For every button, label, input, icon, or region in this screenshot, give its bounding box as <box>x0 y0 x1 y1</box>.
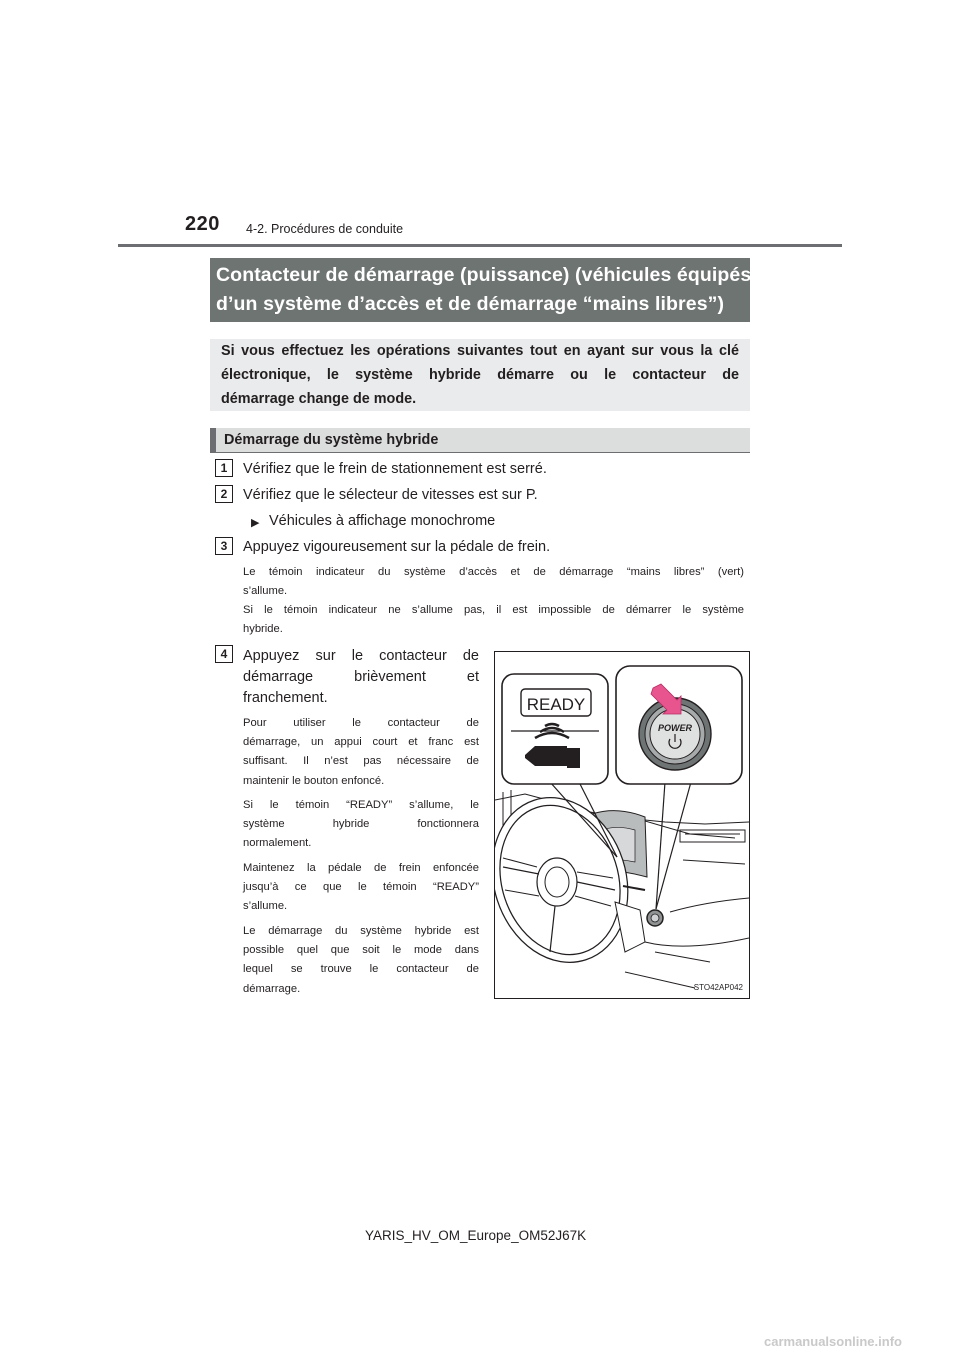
page-title-line-1: Contacteur de démarrage (puissance) (véhicules équipés <box>216 264 752 286</box>
p2-line-2: système hybride fonctionnera <box>243 818 479 831</box>
step-4-paragraph-1 <box>243 714 479 791</box>
p4-line-2: possible quel que soit le mode dans <box>243 944 479 957</box>
triangle-bullet-icon: ▶ <box>251 517 260 529</box>
step-number-3: 3 <box>215 537 233 555</box>
step-4-line-3: franchement. <box>243 690 328 706</box>
step-number-1: 1 <box>215 459 233 477</box>
step-4-paragraph-2 <box>243 796 479 854</box>
step-4-text <box>243 646 479 709</box>
step-4-line-1: Appuyez sur le contacteur de <box>243 648 479 664</box>
header-rule <box>118 244 842 247</box>
p1-line-4: maintenir le bouton enfoncé. <box>243 774 385 787</box>
step-3-note-line-3: Si le témoin indicateur ne s’allume pas, il est impossible de démarrer le système <box>243 604 744 616</box>
p3-line-3: s’allume. <box>243 900 288 913</box>
p2-line-3: normalement. <box>243 837 312 850</box>
intro-line-3: démarrage change de mode. <box>221 391 417 407</box>
section-heading <box>210 428 750 453</box>
p1-line-2: démarrage, un appui court et franc est <box>243 736 479 749</box>
intro-box <box>210 339 750 411</box>
page-number: 220 <box>185 213 220 235</box>
illustration-svg <box>495 652 749 998</box>
ready-label: READY <box>526 695 586 714</box>
step-number-4: 4 <box>215 645 233 663</box>
intro-line-2: électronique, le système hybride démarre ou le contacteur de <box>221 367 739 383</box>
bullet-text: Véhicules à affichage monochrome <box>269 513 496 529</box>
watermark: carmanualsonline.info <box>764 1334 902 1349</box>
step-number-2: 2 <box>215 485 233 503</box>
p3-line-2: jusqu’à ce que le témoin “READY” <box>243 881 479 894</box>
page-title-line-2: d’un système d’accès et de démarrage “mains libres”) <box>216 293 725 315</box>
p4-line-1: Le démarrage du système hybride est <box>243 925 479 937</box>
p4-line-3: lequel se trouve le contacteur de <box>243 963 479 976</box>
step-4-paragraph-3 <box>243 859 479 917</box>
step-1-text: Vérifiez que le frein de stationnement est serré. <box>243 461 547 477</box>
step-3-note-line-4: hybride. <box>243 623 283 635</box>
p1-line-1: Pour utiliser le contacteur de <box>243 717 479 729</box>
power-label: POWER <box>657 723 693 733</box>
step-2-text: Vérifiez que le sélecteur de vitesses est sur P. <box>243 487 538 503</box>
intro-line-1: Si vous effectuez les opérations suivantes tout en ayant sur vous la clé <box>221 343 739 359</box>
figure-code: STO42AP042 <box>693 983 743 992</box>
document-code: YARIS_HV_OM_Europe_OM52J67K <box>365 1228 587 1243</box>
step-4-line-2: démarrage brièvement et <box>243 669 479 685</box>
power-switch-illustration <box>494 651 750 999</box>
step-4-paragraph-4 <box>243 922 479 999</box>
p4-line-4: démarrage. <box>243 982 301 995</box>
step-3-note <box>243 563 744 639</box>
section-heading-text: Démarrage du système hybride <box>224 432 439 448</box>
breadcrumb: 4-2. Procédures de conduite <box>246 222 404 236</box>
step-3-note-line-2: s’allume. <box>243 585 288 597</box>
step-3-text: Appuyez vigoureusement sur la pédale de frein. <box>243 539 551 555</box>
p3-line-1: Maintenez la pédale de frein enfoncée <box>243 862 479 874</box>
section-heading-bar <box>210 428 216 452</box>
step-3-note-line-1: Le témoin indicateur du système d’accès et de démarrage “mains libres” (vert) <box>243 566 744 578</box>
p1-line-3: suffisant. Il n’est pas nécessaire de <box>243 755 479 768</box>
p2-line-1: Si le témoin “READY” s’allume, le <box>243 799 479 811</box>
page-title <box>210 258 750 322</box>
